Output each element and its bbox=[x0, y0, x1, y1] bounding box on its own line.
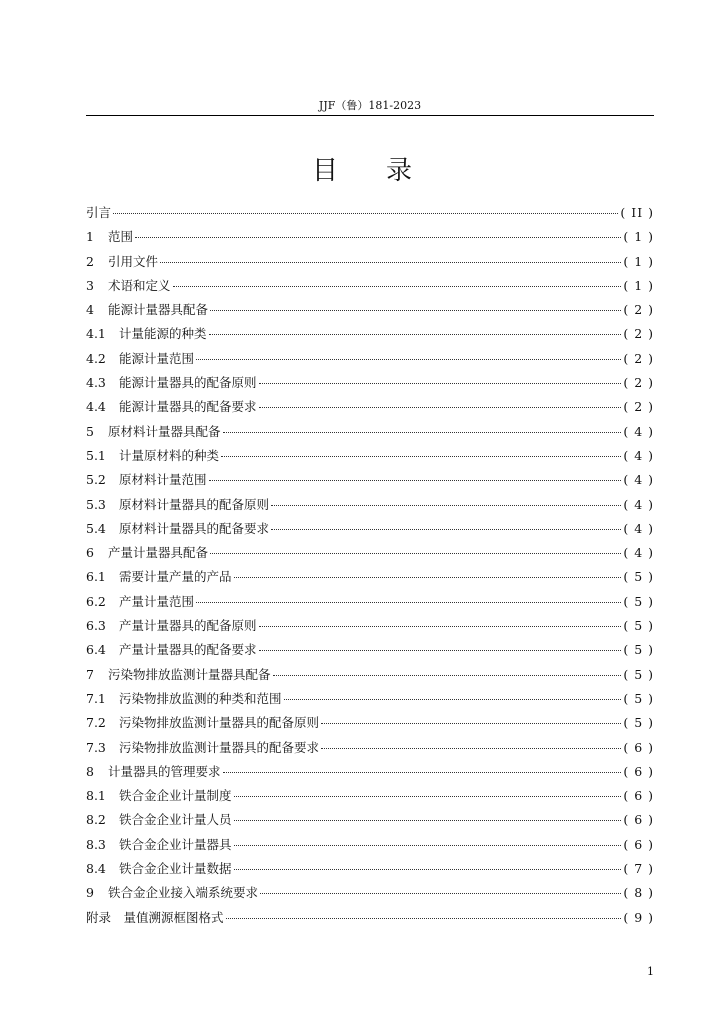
toc-entry[interactable] bbox=[86, 517, 654, 541]
toc-entry-number: 2 bbox=[86, 253, 94, 269]
toc-entry-label: 原材料计量器具的配备要求 bbox=[119, 520, 270, 536]
toc-entry[interactable] bbox=[86, 906, 654, 930]
toc-entry-label: 需要计量产量的产品 bbox=[119, 569, 232, 585]
toc-dot-leader bbox=[284, 699, 622, 700]
toc-dot-leader bbox=[259, 650, 622, 651]
toc-entry-page: ( 7 ) bbox=[623, 861, 654, 877]
toc-entry-number: 7.3 bbox=[86, 739, 106, 755]
toc-dot-leader bbox=[196, 359, 621, 360]
toc-entry[interactable] bbox=[86, 857, 654, 881]
toc-entry-page: ( 2 ) bbox=[623, 302, 654, 318]
toc-entry-label: 铁合金企业计量制度 bbox=[119, 788, 232, 804]
toc-entry-label: 引言 bbox=[86, 205, 112, 220]
toc-dot-leader bbox=[259, 407, 622, 408]
toc-dot-leader bbox=[321, 748, 621, 749]
toc-entry-page: ( 4 ) bbox=[623, 423, 654, 439]
toc-dot-leader bbox=[210, 310, 621, 311]
toc-entry-page: ( 9 ) bbox=[623, 909, 654, 925]
toc-entry-page: ( 6 ) bbox=[623, 836, 654, 852]
toc-entry-number: 4.1 bbox=[86, 326, 106, 342]
toc-entry-number: 6.2 bbox=[86, 593, 106, 609]
toc-entry-page: ( 5 ) bbox=[623, 569, 654, 585]
toc-entry-page: ( 5 ) bbox=[623, 642, 654, 658]
toc-entry-number: 6.3 bbox=[86, 618, 106, 634]
toc-entry-label: 产量计量器具的配备要求 bbox=[119, 642, 257, 658]
toc-dot-leader bbox=[196, 602, 621, 603]
toc-dot-leader bbox=[226, 918, 622, 919]
toc-dot-leader bbox=[234, 796, 622, 797]
toc-entry-label: 术语和定义 bbox=[108, 277, 171, 293]
toc-entry[interactable] bbox=[86, 420, 654, 444]
toc-entry[interactable] bbox=[86, 833, 654, 857]
toc-entry[interactable] bbox=[86, 225, 654, 249]
toc-entry[interactable] bbox=[86, 493, 654, 517]
toc-entry-page: ( 2 ) bbox=[623, 399, 654, 415]
toc-entry[interactable] bbox=[86, 614, 654, 638]
toc-entry-label: 能源计量范围 bbox=[119, 350, 195, 366]
toc-dot-leader bbox=[271, 529, 621, 530]
toc-entry-page: ( 1 ) bbox=[623, 229, 654, 245]
toc-dot-leader bbox=[234, 820, 622, 821]
toc-entry-page: ( 4 ) bbox=[623, 496, 654, 512]
toc-dot-leader bbox=[173, 286, 622, 287]
toc-entry-number: 5.1 bbox=[86, 447, 106, 463]
toc-entry-page: ( 6 ) bbox=[623, 812, 654, 828]
toc-entry[interactable] bbox=[86, 468, 654, 492]
toc-entry-page: ( 4 ) bbox=[623, 520, 654, 536]
toc-entry-page: ( 4 ) bbox=[623, 472, 654, 488]
toc-dot-leader bbox=[223, 432, 622, 433]
toc-entry-page: ( 1 ) bbox=[623, 277, 654, 293]
toc-dot-leader bbox=[234, 577, 622, 578]
toc-entry-page: ( 2 ) bbox=[623, 350, 654, 366]
toc-entry[interactable] bbox=[86, 881, 654, 905]
toc-entry-number: 8 bbox=[86, 763, 94, 779]
toc-dot-leader bbox=[221, 456, 621, 457]
toc-entry[interactable] bbox=[86, 638, 654, 662]
table-of-contents bbox=[86, 201, 654, 930]
toc-entry-page: ( 5 ) bbox=[623, 715, 654, 731]
toc-entry-number: 5.3 bbox=[86, 496, 106, 512]
toc-entry-page: ( 1 ) bbox=[623, 253, 654, 269]
toc-entry-label: 计量能源的种类 bbox=[119, 326, 207, 342]
toc-entry-number: 8.2 bbox=[86, 812, 106, 828]
toc-dot-leader bbox=[260, 893, 621, 894]
toc-dot-leader bbox=[209, 334, 622, 335]
toc-entry-number: 8.4 bbox=[86, 861, 106, 877]
toc-entry-page: ( 5 ) bbox=[623, 690, 654, 706]
toc-entry-label: 产量计量器具配备 bbox=[108, 545, 209, 561]
toc-entry-label: 原材料计量器具的配备原则 bbox=[119, 496, 270, 512]
toc-entry-label: 产量计量范围 bbox=[119, 593, 195, 609]
toc-entry[interactable] bbox=[86, 201, 654, 225]
toc-entry-number: 4.4 bbox=[86, 399, 106, 415]
toc-entry-number: 6.4 bbox=[86, 642, 106, 658]
toc-entry-number: 8.3 bbox=[86, 836, 106, 852]
toc-dot-leader bbox=[223, 772, 622, 773]
toc-entry-label: 范围 bbox=[108, 229, 134, 245]
toc-entry[interactable] bbox=[86, 808, 654, 832]
toc-entry[interactable] bbox=[86, 395, 654, 419]
toc-entry-label: 污染物排放监测的种类和范围 bbox=[119, 690, 282, 706]
toc-entry[interactable] bbox=[86, 371, 654, 395]
toc-entry[interactable] bbox=[86, 687, 654, 711]
toc-entry-label: 附录 量值溯源框图格式 bbox=[86, 909, 224, 925]
toc-entry[interactable] bbox=[86, 663, 654, 687]
toc-entry-label: 能源计量器具的配备要求 bbox=[119, 399, 257, 415]
toc-entry-page: ( 8 ) bbox=[623, 885, 654, 901]
toc-entry-number: 1 bbox=[86, 229, 94, 245]
toc-entry-label: 计量原材料的种类 bbox=[119, 447, 220, 463]
toc-entry-number: 9 bbox=[86, 885, 94, 901]
toc-entry-label: 计量器具的管理要求 bbox=[108, 763, 221, 779]
toc-entry-page: ( 5 ) bbox=[623, 593, 654, 609]
toc-dot-leader bbox=[160, 262, 621, 263]
toc-entry-label: 原材料计量器具配备 bbox=[108, 423, 221, 439]
toc-entry-page: ( II ) bbox=[620, 205, 654, 220]
toc-entry-number: 4.2 bbox=[86, 350, 106, 366]
toc-entry-page: ( 2 ) bbox=[623, 375, 654, 391]
toc-entry-page: ( 4 ) bbox=[623, 447, 654, 463]
toc-dot-leader bbox=[321, 723, 621, 724]
toc-entry-number: 5 bbox=[86, 423, 94, 439]
toc-entry-label: 原材料计量范围 bbox=[119, 472, 207, 488]
toc-entry-label: 能源计量器具的配备原则 bbox=[119, 375, 257, 391]
toc-entry[interactable] bbox=[86, 711, 654, 735]
toc-entry-label: 引用文件 bbox=[108, 253, 159, 269]
toc-entry-label: 铁合金企业计量数据 bbox=[119, 861, 232, 877]
document-code: JJF（鲁）181-2023 bbox=[318, 99, 422, 112]
toc-entry[interactable] bbox=[86, 736, 654, 760]
toc-dot-leader bbox=[209, 480, 622, 481]
toc-entry[interactable] bbox=[86, 590, 654, 614]
toc-dot-leader bbox=[135, 237, 621, 238]
toc-entry-label: 污染物排放监测计量器具的配备原则 bbox=[119, 715, 320, 731]
toc-entry[interactable] bbox=[86, 298, 654, 322]
toc-entry-page: ( 6 ) bbox=[623, 788, 654, 804]
toc-entry-page: ( 5 ) bbox=[623, 618, 654, 634]
toc-entry-number: 7.1 bbox=[86, 690, 106, 706]
toc-entry[interactable] bbox=[86, 444, 654, 468]
toc-dot-leader bbox=[271, 505, 621, 506]
toc-dot-leader bbox=[234, 845, 622, 846]
toc-entry[interactable] bbox=[86, 322, 654, 346]
toc-entry-page: ( 6 ) bbox=[623, 763, 654, 779]
toc-dot-leader bbox=[273, 675, 622, 676]
toc-entry-label: 铁合金企业计量人员 bbox=[119, 812, 232, 828]
toc-dot-leader bbox=[210, 553, 621, 554]
toc-entry-page: ( 5 ) bbox=[623, 666, 654, 682]
toc-entry-label: 铁合金企业接入端系统要求 bbox=[108, 885, 259, 901]
toc-entry-label: 能源计量器具配备 bbox=[108, 302, 209, 318]
toc-entry[interactable] bbox=[86, 250, 654, 274]
toc-entry-number: 6.1 bbox=[86, 569, 106, 585]
toc-dot-leader bbox=[259, 626, 622, 627]
toc-dot-leader bbox=[234, 869, 622, 870]
page-title: 目录 bbox=[311, 156, 460, 186]
toc-entry-label: 污染物排放监测计量器具配备 bbox=[108, 666, 271, 682]
toc-entry[interactable] bbox=[86, 541, 654, 565]
toc-entry[interactable] bbox=[86, 274, 654, 298]
toc-entry-page: ( 2 ) bbox=[623, 326, 654, 342]
toc-dot-leader bbox=[259, 383, 622, 384]
document-header bbox=[86, 97, 654, 116]
toc-entry-number: 7.2 bbox=[86, 715, 106, 731]
toc-entry-number: 5.4 bbox=[86, 520, 106, 536]
toc-entry[interactable] bbox=[86, 760, 654, 784]
toc-entry-label: 污染物排放监测计量器具的配备要求 bbox=[119, 739, 320, 755]
toc-entry[interactable] bbox=[86, 784, 654, 808]
page-number: 1 bbox=[647, 965, 654, 978]
toc-entry-label: 产量计量器具的配备原则 bbox=[119, 618, 257, 634]
toc-entry-number: 4.3 bbox=[86, 375, 106, 391]
toc-entry-page: ( 4 ) bbox=[623, 545, 654, 561]
toc-entry-number: 8.1 bbox=[86, 788, 106, 804]
toc-entry[interactable] bbox=[86, 565, 654, 589]
toc-entry-number: 4 bbox=[86, 302, 94, 318]
toc-entry-number: 5.2 bbox=[86, 472, 106, 488]
toc-entry-page: ( 6 ) bbox=[623, 739, 654, 755]
toc-entry-number: 7 bbox=[86, 666, 94, 682]
toc-dot-leader bbox=[113, 213, 618, 214]
toc-entry-number: 6 bbox=[86, 545, 94, 561]
toc-entry-number: 3 bbox=[86, 277, 94, 293]
toc-entry-label: 铁合金企业计量器具 bbox=[119, 836, 232, 852]
toc-entry[interactable] bbox=[86, 347, 654, 371]
